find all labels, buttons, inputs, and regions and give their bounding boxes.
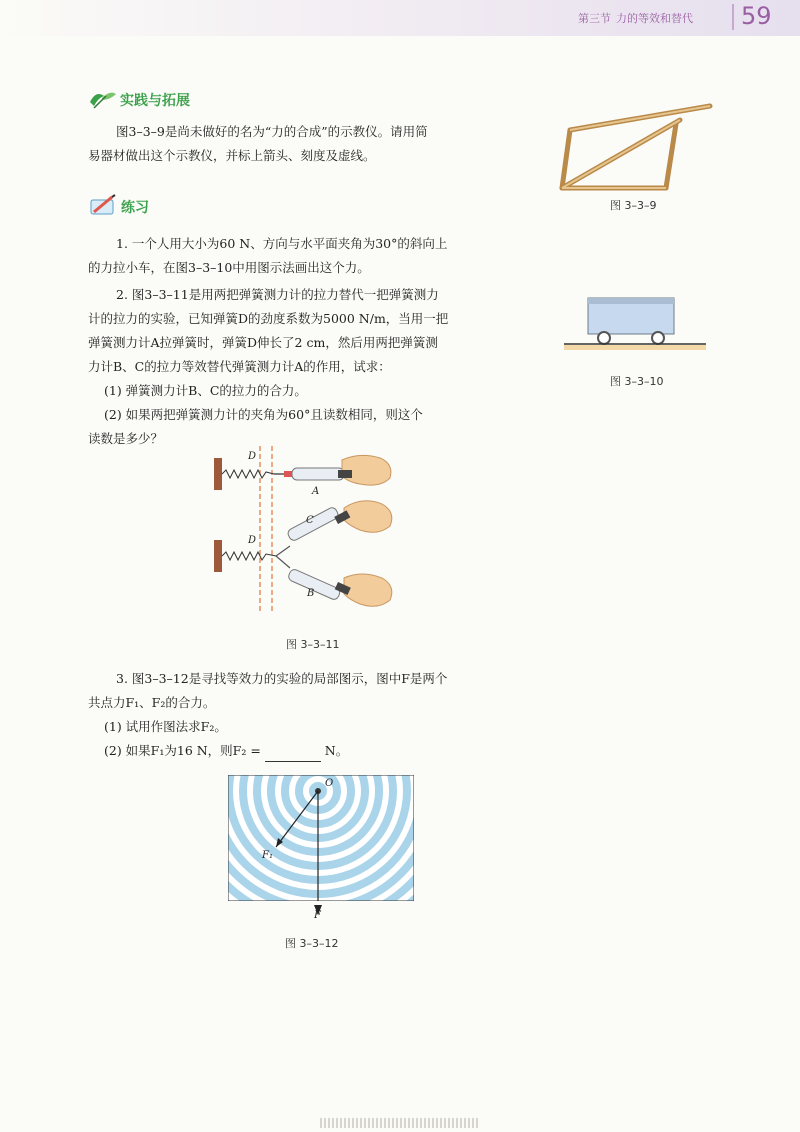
q2-line4: 力计B、C的拉力等效替代弹簧测力计A的作用，试求： (88, 359, 391, 374)
fig-3-3-9-caption: 图 3–3–9 (610, 199, 657, 212)
label-a: A (312, 486, 320, 497)
flower-icon (88, 88, 118, 110)
q3-line1: 3. 图3–3–12是寻找等效力的实验的局部图示，图中F是两个 (116, 671, 448, 686)
q2-sub2-line2: 读数是多少？ (88, 431, 164, 446)
label-b: B (307, 588, 315, 599)
figure-3-3-12 (228, 775, 414, 901)
q3-line2: 共点力F₁、F₂的合力。 (88, 695, 216, 710)
figure-3-3-10 (560, 290, 710, 355)
practice-text-line2: 易器材做出这个示教仪，并标上箭头、刻度及虚线。 (88, 148, 376, 163)
q2-sub1: (1) 弹簧测力计B、C的拉力的合力。 (104, 383, 307, 398)
practice-heading: 实践与拓展 (120, 93, 190, 109)
q3-sub2-text: (2) 如果F₁为16 N，则F₂ = (104, 743, 261, 758)
header-divider (732, 4, 734, 30)
header-title: 力的等效和替代 (616, 12, 693, 25)
q3-sub2 (104, 740, 348, 762)
q2-line2: 计的拉力的实验，已知弹簧D的劲度系数为5000 N/m，当用一把 (88, 311, 449, 326)
q2-line3: 弹簧测力计A拉弹簧时，弹簧D伸长了2 cm，然后用两把弹簧测 (88, 335, 438, 350)
figure-3-3-9 (548, 100, 718, 195)
pencil-icon (88, 194, 118, 218)
label-f1: F₁ (262, 850, 273, 861)
q2-sub2-line1: (2) 如果两把弹簧测力计的夹角为60°且读数相同，则这个 (104, 407, 423, 422)
exercise-heading: 练习 (121, 200, 149, 216)
page-footer-strip (320, 1118, 480, 1128)
fig-3-3-10-caption: 图 3–3–10 (610, 375, 664, 388)
fig-3-3-12-caption: 图 3–3–12 (285, 937, 339, 950)
q1-line2: 的力拉小车，在图3–3–10中用图示法画出这个力。 (88, 260, 370, 275)
arrow-f (314, 900, 322, 910)
q2-line1: 2. 图3–3–11是用两把弹簧测力计的拉力替代一把弹簧测力 (116, 287, 439, 302)
practice-text-line1: 图3–3–9是尚未做好的名为“力的合成”的示教仪。请用简 (116, 124, 428, 139)
header-section: 第三节 (578, 12, 611, 25)
q3-sub2-unit: N。 (324, 743, 349, 758)
answer-blank (265, 749, 321, 762)
label-d-bottom: D (248, 535, 257, 546)
fig-3-3-11-caption: 图 3–3–11 (286, 638, 340, 651)
label-o: O (325, 778, 334, 789)
q1-line1: 1. 一个人用大小为60 N、方向与水平面夹角为30°的斜向上 (116, 236, 448, 251)
label-c: C (306, 515, 314, 526)
q3-sub1: (1) 试用作图法求F₂。 (104, 719, 227, 734)
label-f: F (314, 910, 321, 921)
label-d-top: D (248, 451, 257, 462)
page-number: 59 (741, 2, 772, 30)
